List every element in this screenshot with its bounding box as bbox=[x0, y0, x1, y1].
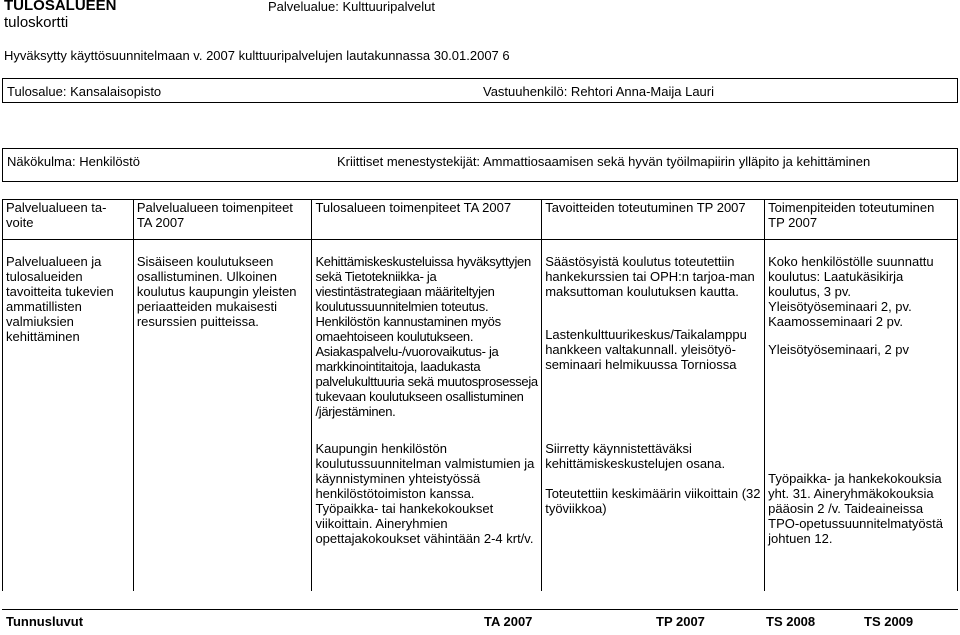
table-row bbox=[3, 240, 958, 420]
unit-actions-cell: Kaupungin henkilöstön koulutussuunnitelman valmistumien ja käynnistyminen yhteistyössä henkilöstötoimiston kanssa. Työpaikka- tai hankekokoukset viikoittain. Aineryhmien opettajakokoukset vähintään 2-4 krt/v. bbox=[312, 419, 542, 591]
critical-factors: Kriittiset menestystekijät: Ammattiosaamisen sekä hyvän työilmapiirin ylläpito ja kehittäminen bbox=[337, 154, 871, 169]
ts2009-label: TS 2009 bbox=[864, 614, 914, 629]
action-realization-a: Koko henkilöstölle suunnattu koulutus: Laatukäsikirja koulutus, 3 pv. Yleisötyöseminaari 2, pv. Kaamosseminaari 2 pv. bbox=[768, 254, 934, 329]
key-figures-row bbox=[2, 609, 958, 635]
goal-realization-a: Säästösyistä koulutus toteutettiin hankekurssien tai OPH:n tarjoa-man maksuttoman koulutuksen kautta. bbox=[545, 254, 755, 299]
goals-table bbox=[2, 199, 958, 591]
goal-cell: Palvelualueen ja tulosalueiden tavoitteita tukevien ammatillisten valmiuksien kehittäminen bbox=[3, 240, 134, 420]
table-header bbox=[3, 200, 958, 240]
table-row bbox=[3, 419, 958, 591]
tp2007-label: TP 2007 bbox=[656, 614, 705, 629]
col-header-goal: Palvelualueen ta- voite bbox=[3, 200, 134, 240]
goal-realization-b: Lastenkulttuurikeskus/Taikalamppu hankkeen valtakunnall. yleisötyö-seminaari helmikuussa Torniossa bbox=[545, 327, 747, 372]
col-header-unit-actions: Tulosalueen toimenpiteet TA 2007 bbox=[312, 200, 542, 240]
ta2007-label: TA 2007 bbox=[484, 614, 533, 629]
action-realization-b: Yleisötyöseminaari, 2 pv bbox=[768, 342, 910, 357]
card-subtitle: tuloskortti bbox=[4, 14, 69, 31]
perspective: Näkökulma: Henkilöstö bbox=[7, 154, 140, 169]
goal-realization-cell bbox=[542, 419, 765, 591]
action-realization-cell bbox=[765, 240, 958, 420]
perspective-row bbox=[2, 148, 958, 182]
col-header-service-actions: Palvelualueen toimenpiteet TA 2007 bbox=[133, 200, 312, 240]
col-header-action-realization: Toimenpiteiden toteutuminen TP 2007 bbox=[765, 200, 958, 240]
responsible-person: Vastuuhenkilö: Rehtori Anna-Maija Lauri bbox=[483, 84, 715, 99]
service-actions-cell: Sisäiseen koulutukseen osallistuminen. Ulkoinen koulutus kaupungin yleisten periaatteiden mukaisesti resurssien puitteissa. bbox=[133, 240, 312, 420]
unit-info-row bbox=[2, 78, 958, 103]
approval-note: Hyväksytty käyttösuunnitelmaan v. 2007 kulttuuripalvelujen lautakunnassa 30.01.2007 6 bbox=[4, 48, 510, 63]
goal-realization-b: Toteutettiin keskimäärin viikoittain (32 työviikkoa) bbox=[545, 486, 761, 516]
unit-name: Tulosalue: Kansalaisopisto bbox=[7, 84, 162, 99]
goal-realization-a: Siirretty käynnistettäväksi kehittämiskeskustelujen osana. bbox=[545, 441, 726, 471]
card-title: TULOSALUEEN bbox=[4, 0, 117, 14]
unit-actions-cell: Kehittämiskeskusteluissa hyväksyttyjen sekä Tietotekniikka- ja viestintästrategiaan määriteltyjen koulutussuunnitelmien toteutus. Henkilöstön kannustaminen myös omaehtoiseen koulutukseen. Asiakaspalvelu-/vuorovaikutus- ja markkinointitaitoja, laadukasta palvelukulttuuria sekä muutosprosesseja tukevaan koulutukseen osallistuminen /järjestäminen. bbox=[312, 240, 542, 420]
service-area: Palvelualue: Kulttuuripalvelut bbox=[268, 0, 435, 14]
key-figures-label: Tunnusluvut bbox=[6, 614, 84, 629]
goal-realization-cell bbox=[542, 240, 765, 420]
ts2008-label: TS 2008 bbox=[766, 614, 816, 629]
action-realization-cell: Työpaikka- ja hankekokouksia yht. 31. Aineryhmäkokouksia pääosin 2 /v. Taideaineissa TPO-opetussuunnitelmatyöstä johtuen 12. bbox=[765, 419, 958, 591]
col-header-goal-realization: Tavoitteiden toteutuminen TP 2007 bbox=[542, 200, 765, 240]
